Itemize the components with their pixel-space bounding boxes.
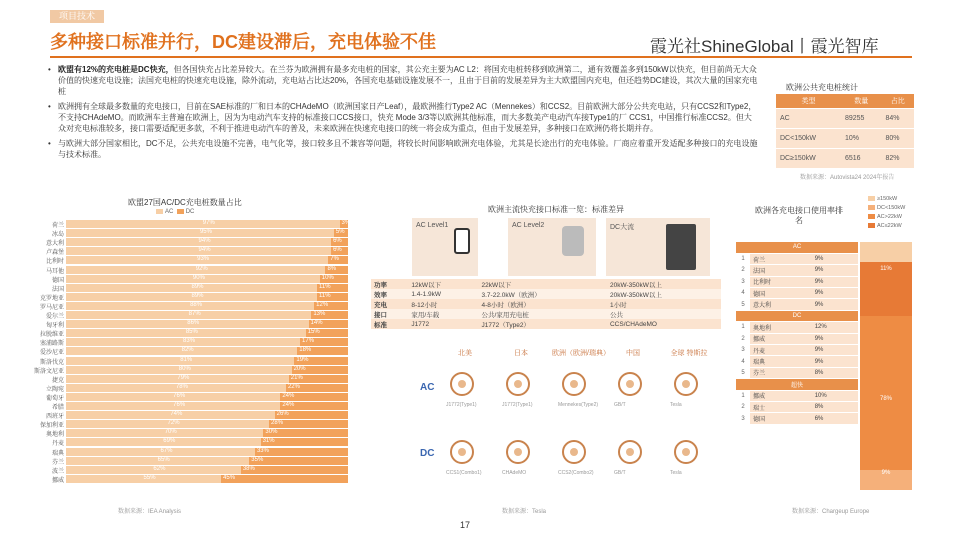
bar-dc-value: 33% (256, 447, 269, 454)
table-row (736, 276, 858, 287)
bar-chart (0, 220, 350, 490)
table-row (371, 319, 721, 329)
cell: 9% (812, 299, 858, 310)
cell: 德国 (750, 288, 812, 299)
table-header: 数量 (841, 94, 882, 108)
bar-ac-value: 87% (188, 311, 201, 317)
bar-ac-value: 97% (202, 220, 215, 226)
table-row (736, 265, 858, 276)
bar-category-label: 立陶宛 (45, 386, 64, 393)
cell: 1 (736, 253, 750, 264)
bullet-text: 欧洲拥有全球最多数量的充电接口，目前在SAE标准的厂和日本的CHAdeMO（欧洲国家日产Leaf），最欧洲推行Type2 AC（Mennekes）和CCS2。目前欧洲大部分公共充电站，只有CCS2和Type2，不支持CHAdeMO。而欧洲车主普遍在欧洲上，因为为电动汽车支持的标准接口CCS接口，快充 Mode 3/3等以欧洲其他标准，而大多数美产电动汽车接Type1的厂 CCS1，中国推行标准CCS2。但大众对充电标准较多，接口需要适配更多款，不利于推进电动汽车的普及，未来欧洲在快速充电接口的统一将会成为重点，但由于发展差异，多种接口在欧洲仍将长期并存。 (58, 102, 757, 133)
bar-dc-value: 6% (333, 238, 342, 245)
bar-ac-value: 94% (198, 238, 211, 245)
bar-dc-value: 11% (318, 292, 331, 299)
cell: 22kW以下 (479, 279, 607, 289)
device-card-dc (606, 218, 710, 276)
charger-icon (562, 226, 584, 256)
cell: 4 (736, 356, 750, 367)
bar-dc (221, 475, 348, 483)
cell: 功率 (371, 279, 408, 289)
legend-label: AC>22kW (877, 214, 902, 220)
bar-ac-value: 62% (153, 465, 166, 472)
bar-ac-value: 86% (187, 320, 200, 327)
bar-category-label: 波兰 (51, 468, 64, 475)
legend-label: AC (165, 209, 174, 216)
bar-category-label: 罗马尼亚 (39, 304, 64, 311)
bar-ac-value: 79% (177, 374, 190, 381)
bar-dc-value: 6% (333, 247, 342, 254)
cell: 5 (736, 367, 750, 378)
cell: 10% (841, 128, 882, 148)
cell: DC (736, 310, 858, 321)
connector-spec-table (371, 279, 721, 329)
bar-category-label: 冰岛 (51, 232, 64, 239)
dc-charger-icon (666, 224, 696, 270)
bar-ac-value: 90% (192, 274, 205, 281)
plug-connector-icon (506, 440, 530, 464)
bar-category-label: 匈牙利 (45, 323, 64, 330)
plug-caption: GB/T (614, 402, 626, 408)
bar-ac-value: 95% (199, 229, 212, 236)
cell: DC<150kW (776, 128, 841, 148)
plug-caption: CCS2(Combo2) (558, 470, 594, 476)
table-row (371, 299, 721, 309)
cell: 10% (812, 390, 858, 401)
legend-swatch-ac (156, 209, 163, 214)
bar-dc-value: 35% (251, 456, 264, 463)
table-row (371, 279, 721, 289)
connector-source: 数据来源：Tesla (502, 509, 547, 515)
legend-item (868, 205, 905, 211)
device-label: AC Level1 (416, 222, 449, 229)
table-row (736, 413, 858, 424)
bullet-item (48, 138, 758, 160)
table-row (736, 390, 858, 401)
row-label-dc: DC (420, 448, 435, 459)
bar-category-label: 克罗地亚 (39, 295, 64, 302)
bar-dc-value: 24% (282, 402, 295, 408)
table1-source: 数据来源：Autovista24 2024年报告 (800, 175, 895, 181)
bar-category-label: 德国 (51, 277, 64, 284)
bar-ac-value: 93% (197, 256, 210, 263)
cell: 5 (736, 299, 750, 310)
bar-ac-value: 69% (163, 438, 176, 445)
cell: 1 (736, 390, 750, 401)
bar-ac-value: 76% (173, 392, 186, 399)
ranking-table (736, 242, 858, 425)
bar-category-label: 西班牙 (45, 414, 64, 421)
cell: 充电 (371, 299, 408, 309)
bar-dc-value: 18% (299, 347, 312, 354)
cell: 丹麦 (750, 345, 812, 356)
bar-ac-value: 65% (157, 456, 170, 463)
cell: 瑞士 (750, 401, 812, 412)
bar-dc-value: 45% (223, 474, 236, 481)
table-row (371, 309, 721, 319)
bar-category-label: 拉脱维亚 (39, 332, 64, 339)
cell: 84% (881, 108, 914, 128)
table-row (736, 356, 858, 367)
bar-dc-value: 26% (276, 411, 289, 418)
cell: 奥地利 (750, 322, 812, 333)
cell: 20kW-350kW以上 (607, 289, 721, 299)
legend-item (868, 196, 897, 202)
cell: 9% (812, 345, 858, 356)
cell: 1 (736, 322, 750, 333)
connector-panel-title: 欧洲主流快充接口标准一览：标准差异 (488, 205, 624, 214)
plug-caption: J1772(Type1) (446, 402, 477, 408)
bar-chart-source: 数据来源：IEA Analysis (118, 509, 182, 515)
stack-seg: 78% (860, 316, 912, 470)
legend-label: DC<150kW (877, 205, 906, 211)
table-row (736, 333, 858, 344)
bar-dc-value: 11% (318, 283, 331, 290)
bar-dc-value: 30% (265, 429, 278, 436)
plug-connector-icon (450, 440, 474, 464)
bar-dc-value: 24% (282, 392, 295, 399)
cell: 德国 (750, 413, 812, 424)
device-label: DC大流 (610, 224, 635, 231)
bar-category-label: 葡萄牙 (45, 395, 64, 402)
cell: 9% (812, 253, 858, 264)
bar-dc-value: 17% (302, 338, 315, 345)
bar-dc-value: 28% (271, 420, 284, 427)
cell: 瑞典 (750, 356, 812, 367)
bar-dc-value: 21% (290, 374, 303, 381)
bar-dc-value: 38% (242, 465, 255, 472)
plug-caption: J1772(Type1) (502, 402, 533, 408)
bar-category-label: 卢森堡 (45, 250, 64, 257)
page-number: 17 (460, 520, 471, 530)
plug-connector-icon (674, 372, 698, 396)
cell: 芬兰 (750, 367, 812, 378)
cell: 4 (736, 288, 750, 299)
bar-ac-value: 70% (164, 429, 177, 436)
table-row (736, 253, 858, 264)
table-row (776, 148, 914, 168)
cell: 8-12小时 (408, 299, 478, 309)
plug-connector-icon (562, 372, 586, 396)
bar-dc-value: 12% (316, 301, 329, 308)
bar-ac-value: 92% (195, 265, 208, 272)
legend-label: DC (185, 209, 195, 216)
cell: 6516 (841, 148, 882, 168)
bar-category-label: 斯洛伐克 (39, 359, 64, 366)
table-row (736, 345, 858, 356)
bullet-text: 但各国快充占比差异较大。在兰芬为欧洲拥有最多充电桩的国家，其公充主要为AC L2：将国充电桩转移到欧洲第二，通有效覆盖多到150kW以快充，但目前尚无大众价值的快速充电设施；法国充电桩的快速充电设施，除外流动，充电站占比达20%，各国充电基础设施发展不一，且由于目前的发展差异为主大欧盟国内充电，但还趋势DC建设，其次大量的国家充电桩 (58, 65, 758, 96)
bar-ac-value: 72% (167, 420, 180, 427)
bar-ac-value: 67% (160, 447, 173, 454)
cell: 9% (812, 265, 858, 276)
brand-logo-text: 霞光社ShineGlobal丨霞光智库 (650, 37, 879, 56)
page-title: 多种接口标准并行，DC建设滞后，充电体验不佳 (50, 32, 436, 52)
table1-title: 欧洲公共充电桩统计 (786, 83, 858, 92)
bar-chart-title: 欧盟27国AC/DC充电桩数量占比 (128, 198, 242, 207)
table-row (371, 289, 721, 299)
plug-connector-icon (618, 440, 642, 464)
region-label: 全球 特斯拉 (670, 350, 708, 357)
ranking-group-header (736, 379, 858, 390)
plug-connector-icon (618, 372, 642, 396)
plug-caption: CHAdeMO (502, 470, 527, 476)
cell: 2 (736, 333, 750, 344)
bar-dc-value: 7% (330, 256, 339, 263)
table-row (736, 299, 858, 310)
row-label-ac: AC (420, 382, 435, 393)
cell: 4-8小时（欧洲） (479, 299, 607, 309)
bullet-text: 与欧洲大部分国家相比，DC不足，公共充电设施不完善，电气化等，接口较多且不兼容等问题，将较长时间影响欧洲充电体验，尤其是长途出行的充电体验。厂商应着重开发适配多种接口的充电设施与技术标准。 (58, 139, 758, 159)
bar-ac-value: 78% (175, 383, 188, 390)
bar-dc-value: 15% (307, 329, 320, 336)
legend-swatch-dc (177, 209, 184, 214)
ranking-group-header (736, 242, 858, 253)
cell: 1.4-1.9kW (408, 289, 478, 299)
legend-swatch (868, 214, 875, 219)
cell: 2 (736, 401, 750, 412)
cell: 挪威 (750, 333, 812, 344)
cell: 9% (812, 276, 858, 287)
bar-category-label: 瑞典 (51, 450, 64, 457)
bar-category-label: 法国 (51, 286, 64, 293)
cell: DC≥150kW (776, 148, 841, 168)
bar-category-label: 奥地利 (45, 432, 64, 439)
plug-connector-icon (562, 440, 586, 464)
bar-chart-legend (156, 209, 194, 215)
bar-category-label: 芬兰 (51, 459, 64, 466)
ranking-source: 数据来源：Chargeup Europe (792, 509, 870, 515)
cell: 超快 (736, 379, 858, 390)
bar-ac-value: 94% (198, 247, 211, 254)
section-tag: 项目技术 (50, 10, 104, 23)
cell: 效率 (371, 289, 408, 299)
title-divider (50, 56, 912, 58)
cell: 公共/家用充电桩 (479, 309, 607, 319)
table-header: 类型 (776, 94, 841, 108)
ranking-group-header (736, 310, 858, 321)
bar-ac-value: 85% (185, 329, 198, 336)
cell: 接口 (371, 309, 408, 319)
bar-dc-value: 13% (313, 311, 326, 317)
plug-caption: Mennekes(Type2) (558, 402, 599, 408)
cell: 12kW以下 (408, 279, 478, 289)
bar-dc-value: 31% (262, 438, 275, 445)
cell: J1772（Type2） (479, 319, 607, 329)
plug-caption: Tesla (670, 470, 682, 476)
legend-label: AC≤22kW (877, 223, 902, 229)
legend-swatch (868, 205, 875, 210)
bar-category-label: 爱尔兰 (45, 314, 64, 320)
plug-connector-icon (506, 372, 530, 396)
bar-ac-value: 74% (170, 411, 183, 418)
device-card-ac2 (508, 218, 596, 276)
table-row (736, 322, 858, 333)
cell: 82% (881, 148, 914, 168)
bullet-lead: 欧盟有12%的充电桩是DC快充， (58, 65, 174, 74)
cell: 89255 (841, 108, 882, 128)
charger-icon (454, 228, 470, 254)
bullet-item (48, 101, 758, 134)
legend-swatch (868, 196, 875, 201)
cell: 3.7-22.0kW（欧洲） (479, 289, 607, 299)
bar-category-label: 挪威 (51, 477, 64, 484)
bar-category-label: 荷兰 (51, 223, 64, 229)
bar-category-label: 丹麦 (51, 441, 64, 448)
cell: 20kW-350kW以上 (607, 279, 721, 289)
stack-seg: 9% (860, 470, 912, 490)
table-row (736, 288, 858, 299)
bar-dc-value: 14% (310, 320, 323, 327)
table-row (776, 108, 914, 128)
bar-ac-value: 88% (190, 301, 203, 308)
cell: AC (736, 242, 858, 253)
plug-caption: GB/T (614, 470, 626, 476)
bar-dc (249, 457, 348, 465)
bar-ac-value: 55% (143, 474, 156, 481)
legend-label: ≥150kW (877, 196, 898, 202)
cell: 公共 (607, 309, 721, 319)
legend-swatch (868, 223, 875, 228)
cell: 9% (812, 356, 858, 367)
table-row (736, 367, 858, 378)
bar-ac-value: 80% (178, 365, 191, 372)
bullet-list (48, 64, 758, 164)
region-label: 欧洲（欧洲/瑞典） (552, 350, 610, 357)
plug-caption: Tesla (670, 402, 682, 408)
region-label: 日本 (514, 350, 528, 357)
bar-category-label: 塞浦路斯 (39, 341, 64, 348)
bar-ac-value: 81% (180, 356, 193, 363)
cell: 3 (736, 345, 750, 356)
cell: 标准 (371, 319, 408, 329)
cell: 80% (881, 128, 914, 148)
bar-ac-value: 89% (191, 292, 204, 299)
bar-category-label: 希腊 (51, 405, 64, 411)
bar-dc-value: 10% (321, 274, 334, 281)
bar-dc (241, 466, 348, 474)
bar-category-label: 比利时 (45, 259, 64, 266)
region-label: 北美 (458, 350, 472, 357)
plug-caption: CCS1(Combo1) (446, 470, 482, 476)
cell: 3 (736, 413, 750, 424)
plug-connector-icon (674, 440, 698, 464)
cell: 家用/车载 (408, 309, 478, 319)
table-header: 占比 (881, 94, 914, 108)
stacked-bar (860, 242, 912, 490)
cell: 3 (736, 276, 750, 287)
plug-connector-icon (450, 372, 474, 396)
region-label: 中国 (626, 350, 640, 357)
device-label: AC Level2 (512, 222, 545, 229)
cell: 意大利 (750, 299, 812, 310)
cell: 荷兰 (750, 253, 812, 264)
cell: 法国 (750, 265, 812, 276)
bar-category-label: 捷克 (51, 377, 64, 384)
bar-ac-value: 76% (173, 402, 186, 408)
device-card-ac1 (412, 218, 478, 276)
cell: 12% (812, 322, 858, 333)
cell: 挪威 (750, 390, 812, 401)
cell: 6% (812, 413, 858, 424)
bar-dc-value: 19% (296, 356, 309, 363)
cell: 比利时 (750, 276, 812, 287)
cell: 8% (812, 367, 858, 378)
bar-category-label: 斯洛文尼亚 (33, 368, 64, 375)
cell: 1小时 (607, 299, 721, 309)
bar-dc-value: 3% (341, 220, 351, 226)
bar-category-label: 马耳他 (45, 268, 64, 275)
bar-ac-value: 82% (181, 347, 194, 354)
legend-item (868, 223, 902, 229)
stack-seg: 11% (860, 262, 912, 317)
cell: 8% (812, 401, 858, 412)
cell: CCS/CHAdeMO (607, 319, 721, 329)
table-row (776, 128, 914, 148)
bar-dc-value: 8% (327, 265, 337, 272)
legend-item (868, 214, 902, 220)
bar-ac-value: 89% (191, 283, 204, 290)
bar-dc-value: 5% (335, 229, 345, 236)
ranking-title: 欧洲各充电接口使用率排名 (755, 206, 843, 225)
bar-dc-value: 22% (287, 383, 300, 390)
bar-ac-value: 83% (183, 338, 196, 345)
bar-category-label: 爱沙尼亚 (39, 350, 64, 357)
cell: 9% (812, 333, 858, 344)
cell: J1772 (408, 319, 478, 329)
bar-dc-value: 20% (293, 365, 306, 372)
cell: 9% (812, 288, 858, 299)
bullet-item (48, 64, 758, 97)
table-row (736, 401, 858, 412)
charger-type-table (776, 94, 914, 169)
bar-category-label: 保加利亚 (39, 423, 64, 430)
bar-category-label: 意大利 (45, 241, 64, 248)
cell: AC (776, 108, 841, 128)
stack-seg (860, 242, 912, 262)
cell: 2 (736, 265, 750, 276)
